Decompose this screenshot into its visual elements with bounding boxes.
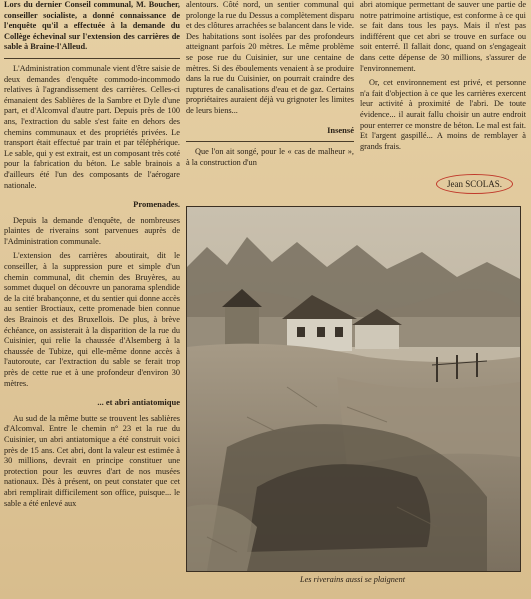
article-lead: Lors du dernier Conseil communal, M. Boucher, conseiller socialiste, a donné connaissance de l'enquête qu'il a effectuée à la demande du Collège échevinal sur l'extension des carrières de sable à Braine-l'Alleud. bbox=[4, 0, 180, 52]
quarry-photo-image bbox=[187, 207, 520, 571]
paragraph: Au sud de la même butte se trouvent les sablières d'Alcomval. Entre le chemin n° 23 et la rue du Cuisinier, un abri antiatomique a été construit voici près de 15 ans. Cet abri, dont la valeur est estimée à 30 millions, devrait en principe constituer une protection pour les œuvres d'art de nos musées nationaux. Dès à présent, on peut constater que cet abri remplirait difficilement son office, puisque... le sable a été enlevé aux bbox=[4, 413, 180, 508]
subheading-promenades: Promenades. bbox=[133, 199, 180, 210]
column-left bbox=[4, 0, 180, 513]
paragraph: L'Administration communale vient d'être saisie de deux demandes d'enquête commodo-incommodo relatives à l'agrandissement des carrières. Celles-ci émanaient des Sablières de la Sambre et Dyle d'une part, et d'Alcomval d'autre part. Depuis près de 100 ans, l'extraction du sable s'est faite en dehors des chemins communaux et des propriétés privées. Le transport était effectué par train et par téléphérique. Le sable, qui y est extrait, est un composant très coté pour la fabrication du béton. Le sable brainois a d'ailleurs été l'un des composants de l'aérogare nationale. bbox=[4, 63, 180, 190]
divider bbox=[4, 58, 180, 59]
column-middle bbox=[186, 0, 354, 172]
paragraph: L'extension des carrières aboutirait, dit le conseiller, à la suppression pure et simple d'un chemin communal, dit chemin des Bruyères, au sommet duquel on découvre un panorama splendide de la cité brabançonne, et du sentier qui donne accès au sentier Broctiaux, cette promenade bien connue des Brainois et des Bruxellois. De plus, à brève échéance, on assisterait à la disparition de la rue du Cuisinier, qui relie la chaussée d'Alsemberg à la chaussée de Tubize, qui elle-même donne accès à l'autoroute, car l'extraction du sable se ferait trop près de cette rue et à une profondeur d'environ 30 mètres. bbox=[4, 251, 180, 388]
paragraph: alentours. Côté nord, un sentier communal qui prolonge la rue du Dessus a complètement disparu et des clôtures arrachées se balancent dans le vide. Des habitations sont isolées par des profondeurs atteignant parfois 20 mètres. Le même problème se pose rue du Cuisinier, sur une centaine de mètres. Si des éboulements venaient à se produire dans la rue du Cuisinier, on pourrait craindre des ruptures de canalisations d'eau et de gaz. Certains propriétaires auraient déjà vu grignoter les limites de leurs biens... bbox=[186, 0, 354, 115]
author-signature: Jean SCOLAS. bbox=[436, 174, 513, 194]
paragraph: Que l'on ait songé, pour le « cas de malheur », à la construction d'un bbox=[186, 147, 354, 167]
column-right bbox=[360, 0, 526, 156]
subheading-abri: ... et abri antiatomique bbox=[97, 397, 180, 408]
subheading-insense: Insensé bbox=[327, 124, 354, 135]
divider bbox=[186, 141, 354, 142]
article-photo bbox=[186, 206, 521, 572]
paragraph: Or, cet environnement est privé, et personne n'a fait d'objection à ce que les carrières exercent leur activité à proximité de l'abri. De toute évidence... il aurait fallu choisir un autre endroit pour enterrer ce monstre de béton. Le mal est fait. Et l'argent gaspillé... A moins de remblayer à grands frais. bbox=[360, 78, 526, 151]
paragraph: abri atomique permettant de sauver une partie de notre patrimoine artistique, est conforme à ce qui se fait dans tous les pays. Mais il n'est pas indifférent que cet abri se trouve en surface ou soit enterré. Il fallait donc, quand on s'engageait dans cette dépense de 30 millions, s'assurer de l'environnement. bbox=[360, 0, 526, 73]
photo-caption: Les riverains aussi se plaignent bbox=[299, 575, 406, 584]
paragraph: Depuis la demande d'enquête, de nombreuses plaintes de riverains sont parvenues auprès de l'Administration communale. bbox=[4, 215, 180, 246]
